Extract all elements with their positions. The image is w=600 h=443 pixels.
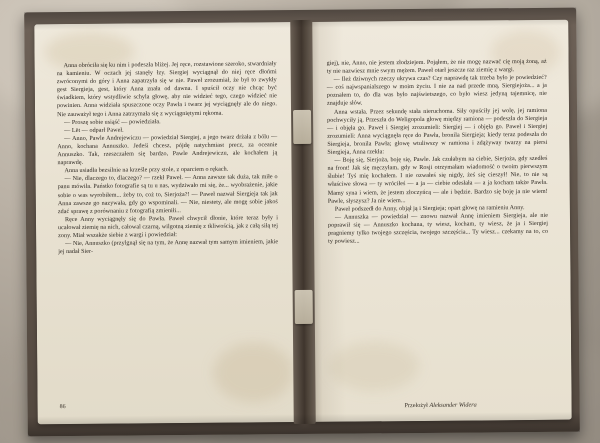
book-gutter — [290, 20, 316, 424]
right-page-text — [327, 58, 550, 396]
paragraph: — Ileż dziwnych rzeczy ukrywa czas? Czy naprawdę tak trzeba było je powiedzieć? — coś najwspanialszego w moim życiu. I nie za nad przede mną, Siergiejoża... a ja poznałem to, do dla was było najświetszego, co było wiesz jedyną tajemnicę, nie znajduje słów. — [326, 75, 547, 108]
paragraph: Anna wstała. Przez sekundę stała nieruchoma. Siły opuściły jej wolę, jej ramiona pochwyciły ją. Przeszła do Weligopolа głowę między ramiona — podeszła do Siergieja — i objęła go. Paweł i Siergiej zrozumieli: Siergiej — i objęła go. Paweł i Siergiej zrozumieli: Anna wyciągnęła ręce do Pawła, bronila Siergieja; kiedy teraz podeszła do Siergieja, bronila Pawła; głowę wtuliwszy w ramiona i zdążyway twarzy na piersi Siergieja, Anna rzekła: — [327, 107, 548, 156]
paragraph: Ręce Anny wyciągnęły się do Pawła. Paweł chwycił dłonie, które teraz były i ucałował ziemię na nich, całowal czarną, wilgotną ziemię z tkliwością, jak z całą siłą tej zony. Miał wszakże siebie z wargi i powiedział: — [58, 214, 279, 240]
open-book — [24, 8, 580, 437]
paragraph: Anna obróciła się ku nim i podeszła bliżej. Jej ręce, rozstawione szeroko, stwardniały na kamieniu. W oczach jej stanęły łzy. Siergiej wyciągnął do niej ręce dłońmi zwróconymi do góry i Anna zapatrzyła się w nie. Paweł zrozumiał, że był to zwykły gest Siergieja, gest, który Anna znała od dawna. I spuścił oczy nie chcąc być świadkiem, który wstydliwie schyla głowę, aby nie widzieć tego, czego widzieć nie powinien. Anna widziała spuszczone oczy Pawła i twarz jej wyciągnęły ale do niego. Nie zauważył tego i Anna zatrzymała się z wyciągniętymi rękoma. — [56, 61, 278, 118]
spine-tape — [295, 290, 313, 324]
paragraph: — Lёt — odparł Paweł. — [64, 127, 124, 134]
paragraph: Paweł podszedł do Anny, objął ją i Siergieja; opart głowę na ramieniu Anny. — [334, 204, 525, 213]
translator-credit — [310, 401, 572, 410]
translator-credit-prefix: Przełożył — [404, 401, 428, 410]
paragraph: — Nie, Annuszko (przylgnął się na tym, że Annę nazwał tym samym imieniem, jakie jej nadał Sier- — [58, 239, 279, 256]
page-number: 86 — [59, 404, 66, 411]
paragraph: Anna usiadła bezsilnie na krześle przy stole, z oparciem o rękach. — [64, 166, 229, 175]
paragraph: — Nie, dlaczego to, dlaczego? — rzekł Paweł. — Anna zawsze tak duża, tak miłe o panu mówiła. Państko fotografie są tu u nas, wydziwało mi się, że... wyobrażenie, jakie sobie o was wyrobiłem... żeby to, coż to, Sierjoża?! — Paweł nazwał Siergieja tak jak Anna zawsze go nazywała, gdy go wspominali. — Nie, niestety, ale mogę sobie jakoś zdać sprawę z porównaniu z fotografią zmieniłi... — [57, 174, 278, 215]
left-page — [34, 22, 299, 424]
paragraph: giej), nie, Anno, nie jestem złodziejem. Pojąłem, że nie mogę nazwać cię moją żoną, aż ty nie nazwiesz mnie swym mężem. Paweł otarł jeszcze raz ziemię z wargi. — [326, 58, 547, 75]
right-page — [306, 20, 571, 422]
paragraph: — Boję się, Sierjoża, boję się, Pawle. Jak czułabym na ciebie, Sierjoża, gdy szedłeś na front! Jak się męczyłam, gdy w Rosji otrzymałam wiadomość o twoim pierwszym ślubie! Tyś mię kochałem. I nie ozwałeś się nigdy, żeś się cieszył! Nie, to nie są właściwe słowa — ty wróciłeś — a ja — ciebie odesłała — a ja kocham także Pawła. Mamy syna i wiem, że jestem złoczyńcą — ale i będzie. Bardzo się boję ja nie wiem! Pawle, słyszysz? Ja nie wiem... — [327, 155, 548, 205]
spine-tape — [293, 110, 311, 144]
paragraph: — Proszę sobie usiąść — powiedziała. — [64, 118, 161, 126]
left-page-text — [57, 60, 280, 398]
paragraph: — Annuszka — powiedział — znowu nazwał Annę imieniem Siergieja, ale nie poprawił się — Annuszko kochana, ty wiesz, kocham, ty wiesz, że ja i Siergiej pragniemy tylko twojego szczęścia, twojego szczęścia... Ty wiesz... czekamy na to, co ty powiesz... — [328, 212, 549, 245]
paragraph: — Anno, Pawle Andrejewiczu — powiedział Siergiej, a jego twarz drżała z bólu — Anno, kochana Annuszko. Jedeśi chcesz, pójdę natychmiast precz, za oceanie Annuszko. Tak, rzeszczałem się bardzo, Pawle Andrejewiczu, ale kochałem ją naprawdę. — [57, 134, 278, 167]
translator-name: Aleksander Widera — [429, 401, 477, 409]
